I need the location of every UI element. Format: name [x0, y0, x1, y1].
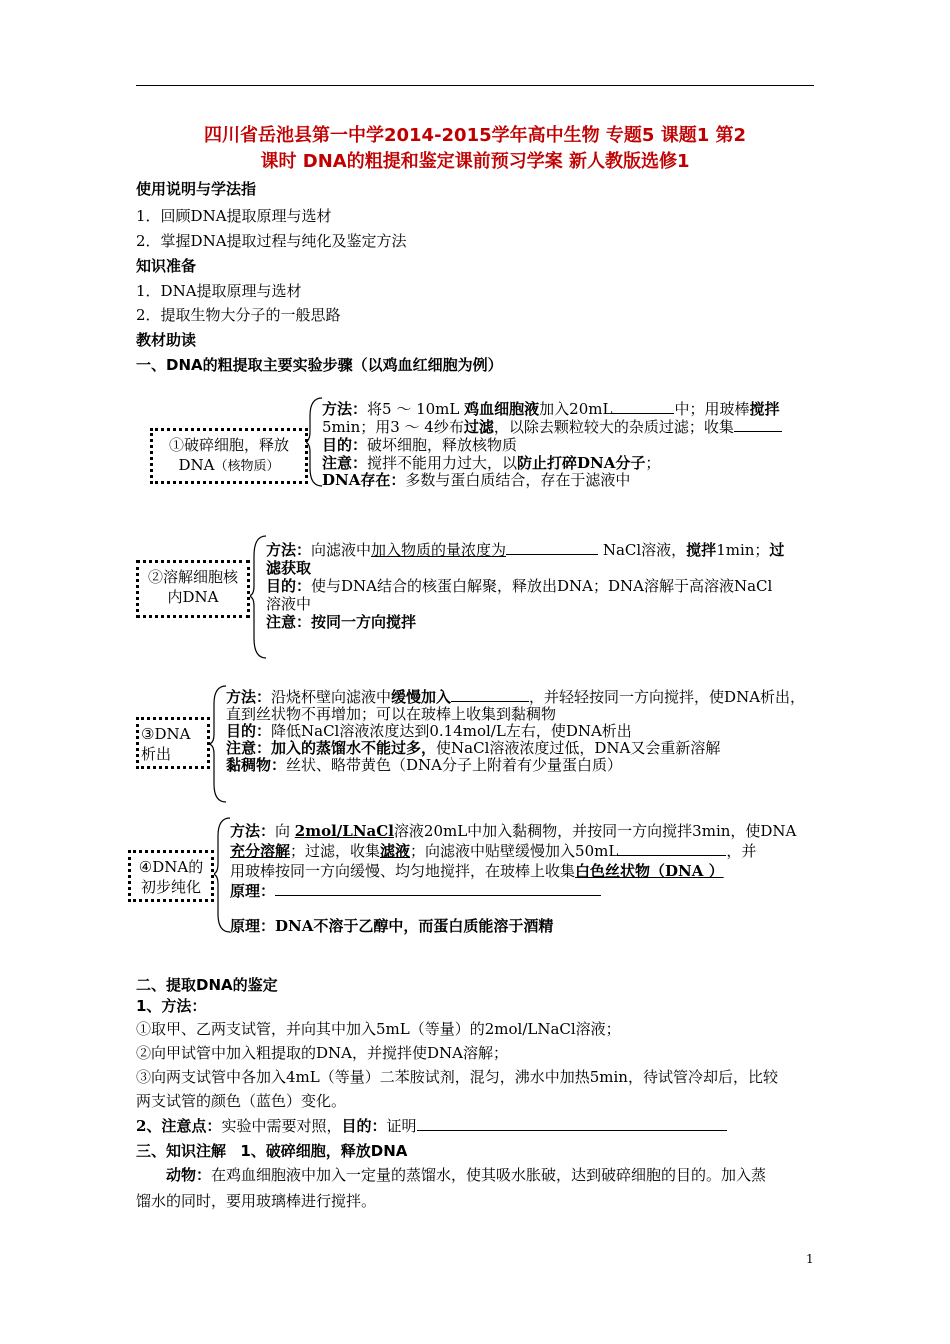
- step3-box-line2: 析出: [141, 745, 172, 763]
- step2-box: [136, 560, 250, 618]
- step2-purpose-label: 目的：: [266, 577, 312, 595]
- step4-method-line2: [230, 840, 756, 861]
- step4-blank-1: [618, 843, 726, 856]
- step4-method-line2d: ；向滤液中贴壁缓慢加入50mL: [410, 842, 619, 860]
- step1-note-a: 搅拌不能用力过大，以: [367, 454, 518, 472]
- step3-purpose-text: 降低NaCl溶液浓度达到0.14mol/L左右，使DNA析出: [271, 722, 632, 740]
- section2-step-3: ③向两支试管中各加入4mL（等量）二苯胺试剂，混匀，沸水中加热5min，待试管冷却后，比较: [136, 1068, 778, 1086]
- step1-method-e: 搅拌: [749, 400, 780, 418]
- header-rule: [136, 85, 814, 86]
- step2-method-d: 搅拌: [686, 541, 717, 559]
- step1-purpose-text: 破坏细胞，释放核物质: [367, 436, 518, 454]
- doc-title-line2: 课时 DNA的粗提和鉴定课前预习学案 新人教版选修1: [260, 151, 690, 172]
- section2-heading: 二、提取DNA的鉴定: [136, 976, 278, 994]
- step4-method-a: 向: [275, 822, 295, 840]
- step1-box: [150, 428, 308, 484]
- step3-box: [136, 717, 210, 769]
- section3-heading: [136, 1140, 407, 1161]
- step3-sticky: [226, 754, 622, 775]
- step4-box-line2: 初步纯化: [140, 878, 201, 896]
- step1-purpose-label: 目的：: [322, 436, 368, 454]
- step2-purpose-text: 使与DNA结合的核蛋白解聚，释放出DNA；DNA溶解于高溶液NaCl: [311, 577, 773, 595]
- step4-method-label: 方法：: [230, 822, 276, 840]
- step4-method-line3a: 用玻棒按同一方向缓慢、均匀地搅拌，在玻棒上收集: [230, 862, 576, 880]
- step4-method-line3b: 白色丝状物（DNA ）: [575, 862, 724, 880]
- section2-method-heading: 1、方法：: [136, 997, 207, 1015]
- step2-method-c: NaCl溶液，: [602, 541, 687, 559]
- reading-heading: 教材助读: [136, 331, 197, 349]
- section2-blank: [417, 1118, 727, 1131]
- step4-method-b: 2mol/LNaCl: [294, 822, 394, 840]
- section2-step-4: 两支试管的颜色（蓝色）变化。: [136, 1092, 347, 1110]
- step1-method-line2c: ，以除去颗粒较大的杂质过滤；收集: [493, 418, 734, 436]
- doc-title-line1: 四川省岳池县第一中学2014-2015学年高中生物 专题5 课题1 第2: [203, 125, 747, 146]
- section3-para-label: 动物：: [166, 1166, 212, 1184]
- step3-method-a: 沿烧杯壁向滤液中: [271, 688, 392, 706]
- section3-para-a: 在鸡血细胞液中加入一定量的蒸馏水，使其吸水胀破，达到破碎细胞的目的。加入蒸: [211, 1166, 767, 1184]
- step3-sticky-label: 黏稠物：: [226, 756, 287, 774]
- step2-method-a: 向滤液中: [311, 541, 372, 559]
- step2-method-label: 方法：: [266, 541, 312, 559]
- step4-method-line2e: ，并: [726, 842, 757, 860]
- intro-item-2: 2．掌握DNA提取过程与纯化及鉴定方法: [136, 232, 407, 250]
- step3-note-a: 加入的蒸馏水不能过多，: [271, 739, 437, 757]
- section3-para-line1: [166, 1164, 766, 1185]
- step1-method-line2b: 过滤: [463, 418, 494, 436]
- section2-note-b: 实验中需要对照，: [221, 1117, 342, 1135]
- step3-sticky-text: 丝状、略带黄色（DNA分子上附着有少量蛋白质）: [286, 756, 623, 774]
- step1-method-c: 加入20mL: [539, 400, 613, 418]
- section3-para-line2: 馏水的同时，要用玻璃棒进行搅拌。: [136, 1192, 377, 1210]
- step3-method-b: 缓慢加入: [391, 688, 452, 706]
- step1-blank-1: [612, 401, 674, 414]
- step2-purpose: [266, 575, 772, 596]
- step1-method-a: 将5 ～ 10mL: [367, 400, 465, 418]
- step1-method-line2a: 5min；用3 ～ 4纱布: [322, 418, 464, 436]
- step4-method-line2b: ；过滤，收集: [290, 842, 381, 860]
- page-number: 1: [806, 1252, 814, 1266]
- step3-blank-1: [451, 689, 529, 702]
- step2-method-b: 加入物质的量浓度为: [371, 541, 507, 559]
- section3-heading-a: 三、知识注解: [136, 1142, 227, 1160]
- step4-method-c: 溶液20mL中加入黏稠物，并按同一方向搅拌3min，使DNA: [393, 822, 797, 840]
- step1-method-d: 中；用玻棒: [674, 400, 750, 418]
- step2-method: [266, 539, 784, 560]
- section2-note: [136, 1115, 727, 1136]
- step1-note-b: 防止打碎DNA分子: [517, 454, 646, 472]
- step1-box-line2: DNA: [178, 456, 215, 474]
- prep-item-1: 1．DNA提取原理与选材: [136, 282, 302, 300]
- step1-box-small: （核物质）: [214, 459, 280, 474]
- step1-method-label: 方法：: [322, 400, 368, 418]
- section2-step-2: ②向甲试管中加入粗提取的DNA，并搅拌使DNA溶解；: [136, 1044, 508, 1062]
- step3-method-label: 方法：: [226, 688, 272, 706]
- step1-blank-2: [734, 419, 782, 432]
- step1-exist: [322, 469, 630, 490]
- step2-method-line2: 滤获取: [266, 559, 312, 577]
- step4-box-line1: ④DNA的: [138, 858, 204, 876]
- step1-note-label: 注意：: [322, 454, 368, 472]
- step4-blank-2: [275, 883, 601, 896]
- step2-note: 注意：按同一方向搅拌: [266, 613, 417, 631]
- step3-note-label: 注意：: [226, 739, 272, 757]
- step1-note-c: ；: [645, 454, 661, 472]
- step2-purpose-line2: 溶液中: [266, 595, 312, 613]
- section3-heading-b: 1、破碎细胞，释放DNA: [240, 1142, 408, 1160]
- step2-method-f: 过: [769, 541, 785, 559]
- step4-box: [128, 850, 214, 902]
- step1-box-line2-wrap: [153, 455, 305, 477]
- intro-heading: 使用说明与学法指: [136, 180, 257, 198]
- step2-box-line2: 内DNA: [167, 588, 219, 606]
- step2-blank-1: [506, 542, 598, 555]
- step3-method-line2: 直到丝状物不再增加；可以在玻棒上收集到黏稠物: [226, 705, 557, 723]
- step4-principle: [230, 880, 601, 901]
- step2-box-line1: ②溶解细胞核: [147, 568, 238, 586]
- section2-note-c: 目的：: [341, 1117, 387, 1135]
- section1-heading: 一、DNA的粗提取主要实验步骤（以鸡血红细胞为例）: [136, 356, 503, 374]
- intro-item-1: 1．回顾DNA提取原理与选材: [136, 207, 332, 225]
- step1-method-b: 鸡血细胞液: [464, 400, 540, 418]
- step4-method-line2c: 滤液: [380, 842, 411, 860]
- step4-method-line2a: 充分溶解: [230, 842, 291, 860]
- step4-principle2: 原理：DNA不溶于乙醇中，而蛋白质能溶于酒精: [230, 917, 554, 935]
- section2-note-d: 证明: [386, 1117, 417, 1135]
- prep-item-2: 2．提取生物大分子的一般思路: [136, 306, 341, 324]
- step3-note-b: 使NaCl溶液浓度过低，DNA又会重新溶解: [436, 739, 721, 757]
- step4-principle-label: 原理：: [230, 882, 276, 900]
- step2-method-e: 1min；: [716, 541, 770, 559]
- section2-note-a: 2、注意点：: [136, 1117, 222, 1135]
- step1-exist-text: 多数与蛋白质结合，存在于滤液中: [405, 471, 631, 489]
- section2-step-1: ①取甲、乙两支试管，并向其中加入5mL（等量）的2mol/LNaCl溶液；: [136, 1020, 621, 1038]
- step4-method: [230, 820, 796, 841]
- step1-box-line1: ①破碎细胞，释放: [168, 436, 289, 454]
- step1-exist-label: DNA存在：: [322, 471, 406, 489]
- prep-heading: 知识准备: [136, 257, 197, 275]
- step3-purpose-label: 目的：: [226, 722, 272, 740]
- step3-box-line1: ③DNA: [141, 725, 191, 743]
- step4-method-line3: [230, 860, 724, 881]
- step3-method-c: ，并轻轻按同一方向搅拌，使DNA析出，: [529, 688, 806, 706]
